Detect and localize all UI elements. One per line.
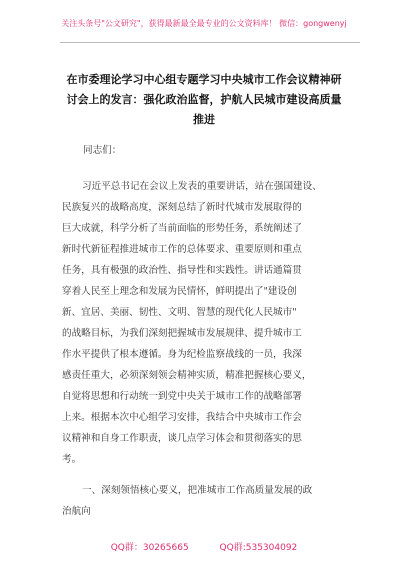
footer-qq-group-1: QQ群：30265665 — [110, 543, 189, 553]
footer-contact — [0, 540, 408, 553]
paragraph-line: 民族复兴的战略高度，深刻总结了新时代城市发展取得的 — [62, 202, 302, 213]
paragraph-line: 任务，具有极强的政治性、指导性和实践性。讲话通篇贯 — [62, 265, 302, 276]
title-line-3: 推进 — [193, 113, 215, 126]
greeting: 同志们： — [83, 145, 122, 156]
paragraph-line: 感责任重大，必须深刻领会精神实质，精准把握核心要义， — [62, 370, 312, 381]
title-line-1: 在市委理论学习中心组专题学习中央城市工作会议精神研 — [66, 73, 342, 86]
paragraph-line: 穿着人民至上理念和发展为民情怀，鲜明提出了"建设创 — [62, 286, 297, 297]
paragraph-line: 新、宜居、美丽、韧性、文明、智慧的现代化人民城市" — [62, 307, 297, 318]
paragraph-line: 新时代新征程推进城市工作的总体要求、重要原则和重点 — [62, 244, 302, 255]
paragraph-line: 考。 — [62, 454, 82, 465]
paragraph-line: 上来。根据本次中心组学习安排，我结合中央城市工作会 — [62, 412, 302, 423]
section-heading — [62, 480, 352, 522]
document-title — [60, 70, 348, 130]
paragraph-line: 习近平总书记在会议上发表的重要讲话，站在强国建设、 — [82, 181, 322, 192]
section-line-2: 治航向 — [62, 506, 91, 517]
section-line-1: 一、深刻领悟核心要义，把准城市工作高质量发展的政 — [82, 485, 313, 496]
paragraph-line: 作水平提供了根本遵循。身为纪检监察战线的一员，我深 — [62, 349, 302, 360]
paragraph-line: 的战略目标，为我们深刻把握城市发展规律、提升城市工 — [62, 328, 302, 339]
body-paragraph — [62, 176, 352, 470]
header-notice: 关注头条号"公文研究"，获得最新最全最专业的公文资料库！ 微信：gongwenyj — [61, 19, 347, 28]
paragraph-line: 自觉将思想和行动统一到党中央关于城市工作的战略部署 — [62, 391, 302, 402]
paragraph-line: 议精神和自身工作职责，谈几点学习体会和贯彻落实的思 — [62, 433, 302, 444]
header-divider — [60, 42, 360, 43]
paragraph-line: 巨大成就，科学分析了当前面临的形势任务，系统阐述了 — [62, 223, 302, 234]
footer-qq-group-2: QQ群:535304092 — [219, 543, 298, 553]
title-line-2: 讨会上的发言：强化政治监督，护航人民城市建设高质量 — [66, 93, 342, 106]
